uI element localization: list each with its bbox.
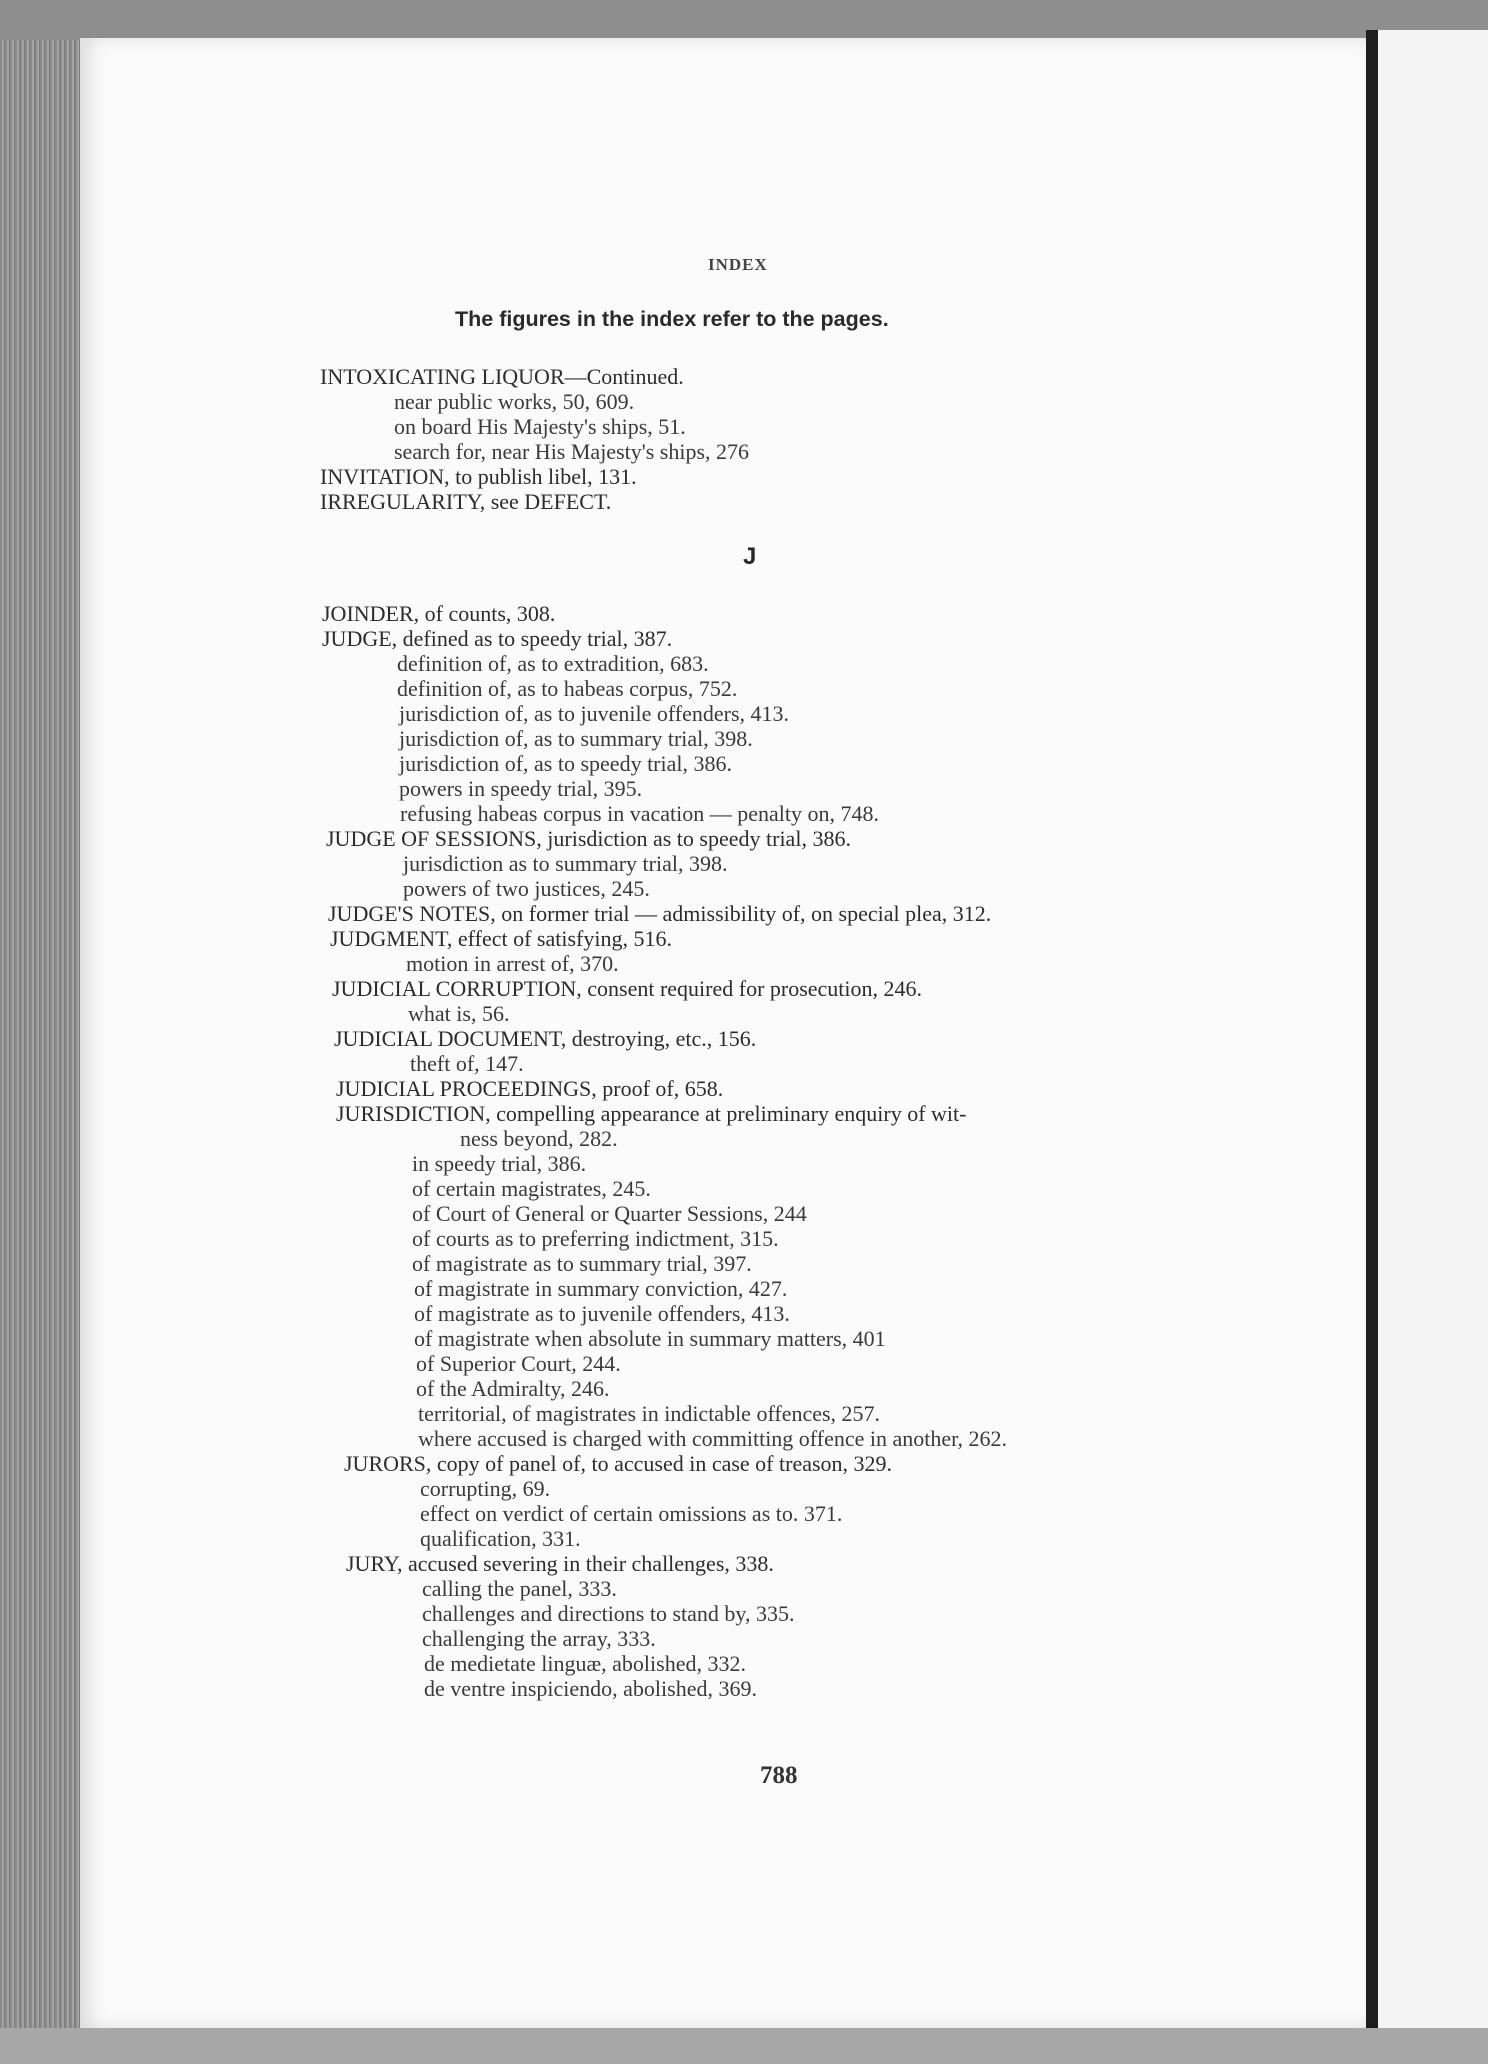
index-subentry: challenging the array, 333. <box>422 1626 656 1651</box>
index-subentry: of magistrate when absolute in summary matters, 401 <box>414 1326 886 1351</box>
index-entry-heading: JURY, accused severing in their challenges, 338. <box>346 1551 774 1576</box>
page-number: 788 <box>760 1762 798 1789</box>
index-subentry: what is, 56. <box>408 1001 510 1026</box>
index-entry-heading: JUDGE'S NOTES, on former trial — admissibility of, on special plea, 312. <box>328 901 992 926</box>
index-subentry: of certain magistrates, 245. <box>412 1176 651 1201</box>
facing-page-edge <box>1378 30 1488 2040</box>
index-subentry: jurisdiction of, as to speedy trial, 386. <box>399 751 732 776</box>
index-subentry: in speedy trial, 386. <box>412 1151 587 1176</box>
index-subentry: corrupting, 69. <box>420 1476 551 1501</box>
index-subentry: jurisdiction of, as to juvenile offenders, 413. <box>399 701 790 726</box>
index-subentry: of magistrate as to summary trial, 397. <box>412 1251 752 1276</box>
index-entry-heading: JUDICIAL CORRUPTION, consent required for prosecution, 246. <box>332 976 923 1001</box>
index-subentry: refusing habeas corpus in vacation — penalty on, 748. <box>400 801 879 826</box>
index-subentry: challenges and directions to stand by, 335. <box>422 1601 795 1626</box>
index-subentry: jurisdiction as to summary trial, 398. <box>403 851 728 876</box>
index-entry-heading: JUDGE OF SESSIONS, jurisdiction as to speedy trial, 386. <box>326 826 851 851</box>
index-entry-heading: INVITATION, to publish libel, 131. <box>320 464 637 489</box>
index-entry-heading: JUDGMENT, effect of satisfying, 516. <box>330 926 672 951</box>
index-subentry: motion in arrest of, 370. <box>406 951 619 976</box>
index-entry-heading: JOINDER, of counts, 308. <box>322 601 556 626</box>
index-subentry-continuation: ness beyond, 282. <box>460 1126 618 1151</box>
book-edge <box>0 40 84 2030</box>
index-subentry: de medietate linguæ, abolished, 332. <box>424 1651 746 1676</box>
index-subentry: territorial, of magistrates in indictable offences, 257. <box>418 1401 881 1426</box>
index-entry-heading: JUDICIAL DOCUMENT, destroying, etc., 156. <box>334 1026 757 1051</box>
index-subentry: of magistrate in summary conviction, 427. <box>414 1276 788 1301</box>
index-subentry: of Superior Court, 244. <box>416 1351 621 1376</box>
index-entry-heading: JURISDICTION, compelling appearance at preliminary enquiry of wit- <box>336 1101 967 1126</box>
index-subentry: where accused is charged with committing offence in another, 262. <box>418 1426 1008 1451</box>
index-subentry: powers in speedy trial, 395. <box>399 776 643 801</box>
index-entry-heading: IRREGULARITY, see DEFECT. <box>320 489 612 514</box>
index-subentry: on board His Majesty's ships, 51. <box>394 414 686 439</box>
index-subentry: definition of, as to extradition, 683. <box>397 651 709 676</box>
index-subentry: of courts as to preferring indictment, 315. <box>412 1226 779 1251</box>
index-subentry: theft of, 147. <box>410 1051 524 1076</box>
index-note: The figures in the index refer to the pages. <box>455 307 889 331</box>
index-entry-heading: JUDICIAL PROCEEDINGS, proof of, 658. <box>336 1076 724 1101</box>
running-head: INDEX <box>708 255 768 274</box>
section-letter: J <box>743 543 757 570</box>
index-subentry: qualification, 331. <box>420 1526 581 1551</box>
index-entry-heading: JURORS, copy of panel of, to accused in case of treason, 329. <box>344 1451 893 1476</box>
scan-bottom-margin <box>0 2028 1488 2064</box>
index-entry-heading: INTOXICATING LIQUOR—Continued. <box>320 364 684 389</box>
index-subentry: powers of two justices, 245. <box>403 876 650 901</box>
index-entry-heading: JUDGE, defined as to speedy trial, 387. <box>322 626 673 651</box>
page-gutter <box>1366 30 1378 2040</box>
index-subentry: of the Admiralty, 246. <box>416 1376 610 1401</box>
index-subentry: calling the panel, 333. <box>422 1576 617 1601</box>
index-subentry: search for, near His Majesty's ships, 276 <box>394 439 750 464</box>
index-subentry: de ventre inspiciendo, abolished, 369. <box>424 1676 757 1701</box>
index-subentry: definition of, as to habeas corpus, 752. <box>397 676 738 701</box>
index-subentry: near public works, 50, 609. <box>394 389 635 414</box>
index-subentry: of Court of General or Quarter Sessions, 244 <box>412 1201 807 1226</box>
index-subentry: effect on verdict of certain omissions as to. 371. <box>420 1501 843 1526</box>
index-subentry: jurisdiction of, as to summary trial, 398. <box>399 726 753 751</box>
index-subentry: of magistrate as to juvenile offenders, 413. <box>414 1301 790 1326</box>
